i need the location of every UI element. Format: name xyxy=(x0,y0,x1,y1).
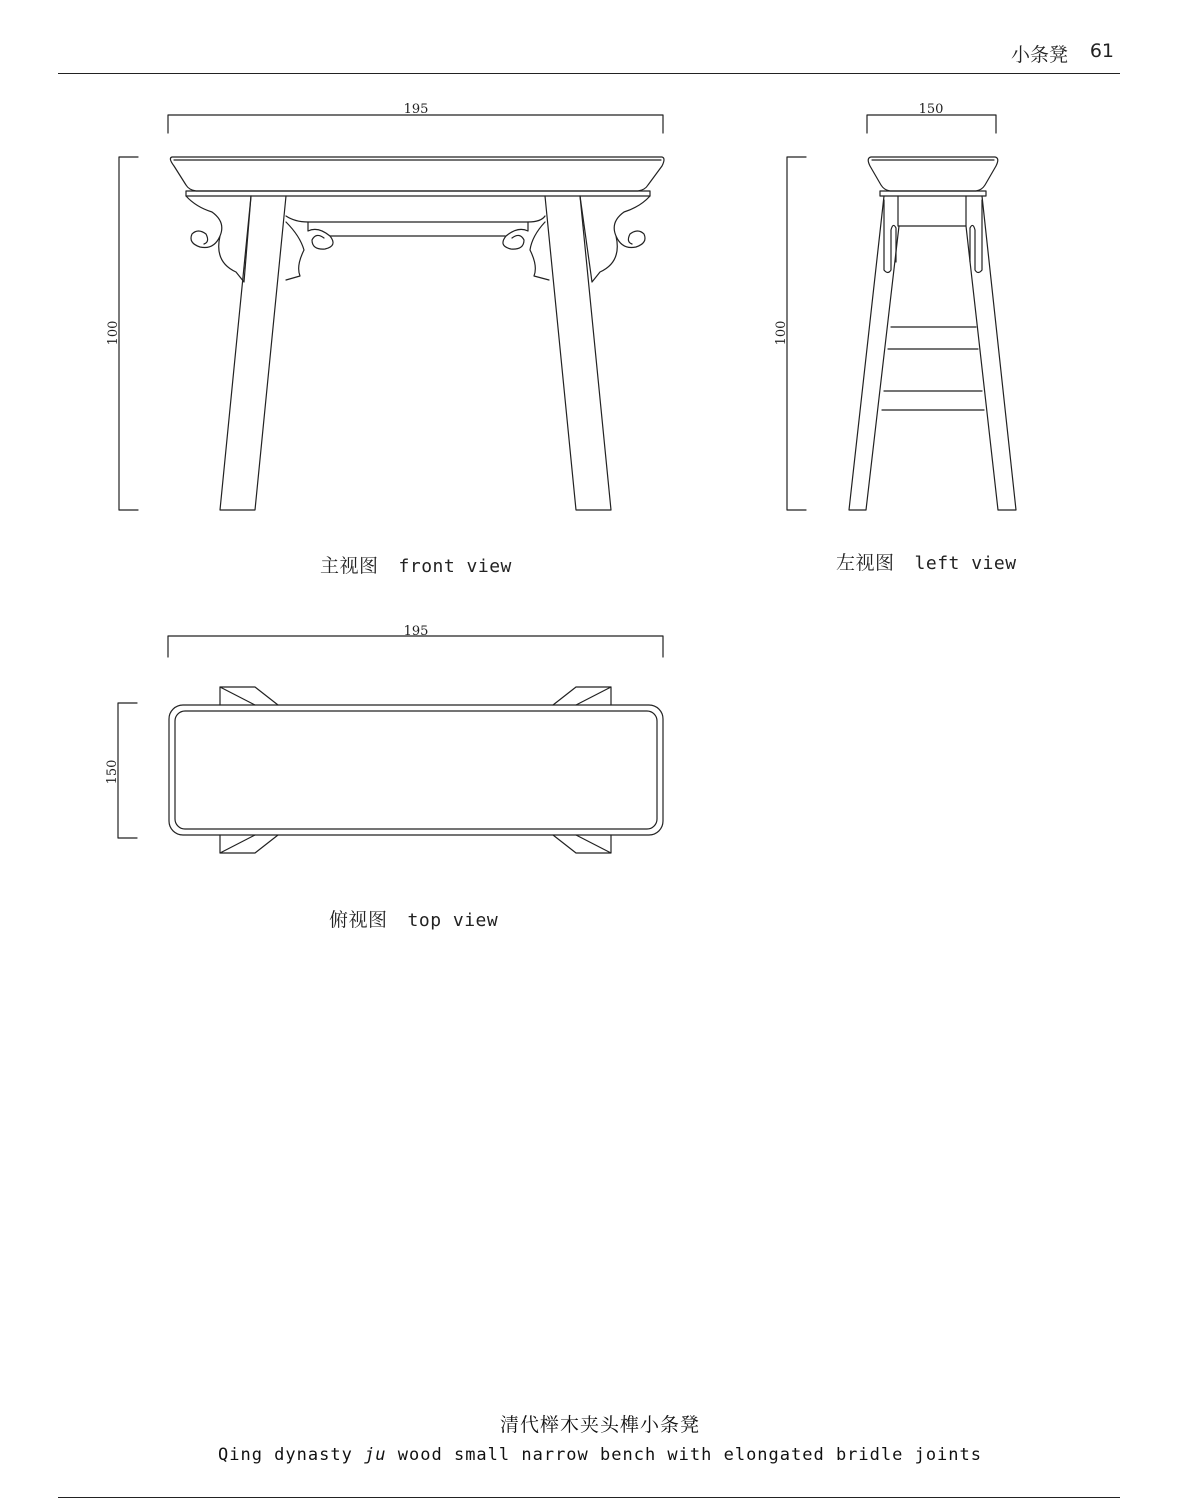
left-view-caption-en: left view xyxy=(914,553,1017,574)
left-view-upper-stretcher xyxy=(888,327,978,349)
top-foot-top-right xyxy=(553,687,611,705)
header-title: 小条凳 xyxy=(1010,44,1068,66)
front-right-leg xyxy=(545,196,611,510)
left-seat-top xyxy=(868,157,998,191)
front-height-label: 100 xyxy=(106,320,121,346)
top-seat-outline xyxy=(169,705,663,835)
top-width-dimension xyxy=(168,624,663,657)
caption-title-en-italic: ju xyxy=(364,1445,387,1465)
front-seat-top xyxy=(170,157,664,191)
top-height-label: 150 xyxy=(105,759,120,785)
caption-title-en-post: wood small narrow bench with elongated bridle joints xyxy=(386,1445,982,1465)
left-view-drawing xyxy=(774,102,1016,510)
left-width-dimension xyxy=(867,102,996,133)
top-foot-top-left xyxy=(220,687,278,705)
left-view-lower-stretcher xyxy=(882,391,984,410)
top-foot-bottom-right xyxy=(553,835,611,853)
front-view-caption-zh: 主视图 xyxy=(320,555,379,577)
top-view-drawing xyxy=(105,624,663,853)
top-width-label: 195 xyxy=(403,624,429,639)
left-height-label: 100 xyxy=(774,320,789,346)
front-height-dimension xyxy=(106,157,138,510)
front-width-label: 195 xyxy=(403,102,429,117)
caption-title-zh: 清代榉木夹头榫小条凳 xyxy=(499,1414,700,1436)
front-spandrel xyxy=(286,216,545,222)
top-foot-bottom-left xyxy=(220,835,278,853)
caption-title-en xyxy=(0,1445,1200,1465)
top-view-caption-en: top view xyxy=(407,910,499,931)
top-view-caption-zh: 俯视图 xyxy=(329,909,388,931)
front-width-dimension xyxy=(168,102,663,133)
front-view-caption-en: front view xyxy=(398,556,512,577)
left-width-label: 150 xyxy=(918,102,944,117)
front-right-cloud-bracket xyxy=(580,196,650,282)
front-left-leg xyxy=(220,196,286,510)
footer-rule xyxy=(58,1497,1120,1498)
left-view-caption-zh: 左视图 xyxy=(836,552,895,574)
left-view-right-leg xyxy=(966,196,1016,510)
front-apron-strip xyxy=(186,191,650,196)
left-height-dimension xyxy=(774,157,806,510)
page-number: 61 xyxy=(1089,40,1114,62)
front-view-caption xyxy=(320,551,512,578)
figure-caption xyxy=(0,1410,1200,1465)
top-height-dimension xyxy=(105,703,137,838)
caption-title-en-pre: Qing dynasty xyxy=(218,1445,365,1465)
top-view-caption xyxy=(329,905,498,932)
left-view-caption xyxy=(836,548,1017,575)
front-left-cloud-bracket xyxy=(186,196,251,282)
front-view-drawing xyxy=(106,102,664,510)
